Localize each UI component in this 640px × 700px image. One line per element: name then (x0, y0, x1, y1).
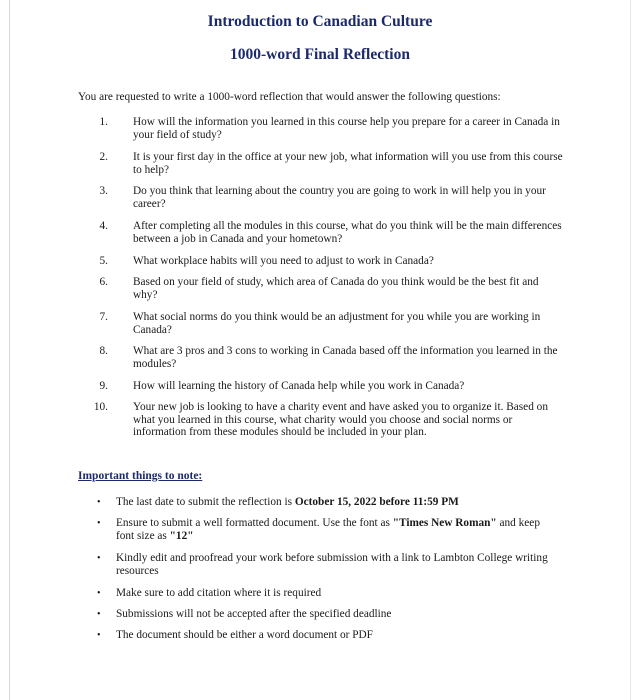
document-title: Introduction to Canadian Culture (207, 13, 433, 30)
question-number: 1. (99, 116, 108, 128)
note-text-part: The last date to submit the reflection is (116, 496, 295, 508)
font-size-text: "12" (169, 530, 194, 542)
note-text (116, 517, 556, 543)
question-text: After completing all the modules in this course, what do you think will be the main differences between a job in Canada and your hometown? (133, 220, 562, 245)
note-text: The document should be either a word document or PDF (116, 629, 373, 641)
bullet-icon: • (97, 518, 101, 529)
intro-paragraph: You are requested to write a 1000-word reflection that would answer the following questions: (78, 91, 501, 103)
bullet-icon: • (97, 588, 101, 599)
question-number: 10. (93, 401, 108, 413)
document-subtitle: 1000-word Final Reflection (230, 46, 410, 63)
question-text: It is your first day in the office at your new job, what information will you use from this course to help? (133, 151, 563, 176)
question-text: Do you think that learning about the country you are going to work in will help you in your career? (133, 185, 546, 210)
note-text: Kindly edit and proofread your work before submission with a link to Lambton College writing resources (116, 552, 548, 577)
question-text: What social norms do you think would be an adjustment for you while you are working in Canada? (133, 311, 541, 336)
deadline-text: October 15, 2022 before 11:59 PM (294, 496, 459, 508)
question-number: 9. (99, 380, 108, 392)
note-text (116, 496, 556, 509)
note-text: Submissions will not be accepted after the specified deadline (116, 608, 392, 620)
question-text: What workplace habits will you need to adjust to work in Canada? (133, 255, 434, 267)
notes-heading: Important things to note: (78, 470, 203, 482)
question-number: 2. (99, 151, 108, 163)
bullet-icon: • (97, 609, 101, 620)
question-text: How will the information you learned in this course help you prepare for a career in Canada in your field of study? (133, 116, 560, 141)
question-text: What are 3 pros and 3 cons to working in Canada based off the information you learned in the modules? (133, 345, 558, 370)
question-text: Your new job is looking to have a charity event and have asked you to organize it. Based on what you learned in this course, what charity would you choose and social norms or information from these modules should be included in your plan. (133, 401, 548, 438)
question-text: Based on your field of study, which area of Canada do you think would be the best fit and why? (133, 276, 539, 301)
question-number: 6. (99, 276, 108, 288)
question-text: How will learning the history of Canada help while you work in Canada? (133, 380, 465, 392)
question-number: 3. (99, 185, 108, 197)
note-text-part: and keep font size as (116, 517, 540, 542)
font-name-text: "Times New Roman" (392, 517, 497, 529)
question-number: 7. (99, 311, 108, 323)
bullet-icon: • (97, 553, 101, 564)
bullet-icon: • (97, 630, 101, 641)
question-number: 4. (99, 220, 108, 232)
note-text: Make sure to add citation where it is required (116, 587, 322, 599)
note-text-part: Ensure to submit a well formatted document. Use the font as (116, 517, 393, 529)
question-number: 8. (99, 345, 108, 357)
bullet-icon: • (97, 497, 101, 508)
question-number: 5. (99, 255, 108, 267)
